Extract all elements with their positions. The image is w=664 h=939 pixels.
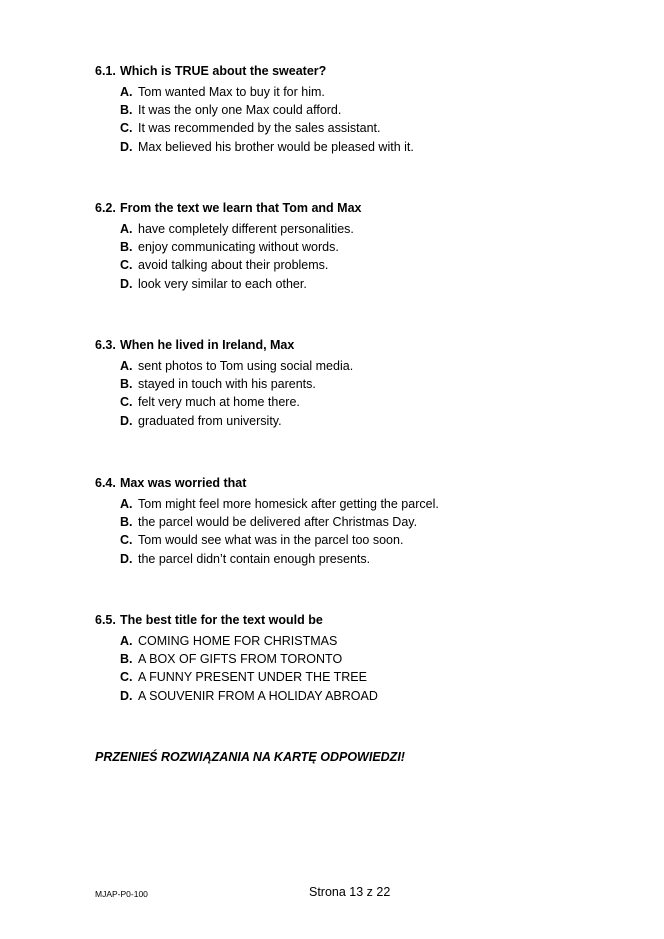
question-text: The best title for the text would be	[120, 613, 323, 627]
option-letter: B.	[120, 652, 133, 667]
option-letter: A.	[120, 634, 133, 648]
question-stem	[95, 199, 615, 217]
question-stem	[95, 474, 615, 492]
option-text: Tom would see what was in the parcel too soon.	[138, 533, 404, 548]
answer-option-b	[120, 513, 615, 531]
question-text: Which is TRUE about the sweater?	[120, 64, 327, 78]
option-letter: C.	[120, 670, 133, 685]
answer-option-c	[120, 668, 615, 686]
answer-option-d	[120, 275, 615, 293]
answer-option-c	[120, 531, 615, 549]
option-text: It was recommended by the sales assistant.	[138, 121, 381, 136]
option-text: look very similar to each other.	[138, 276, 307, 291]
answer-option-a	[120, 632, 615, 650]
question-6-3	[95, 336, 615, 430]
answer-option-a	[120, 220, 615, 238]
transfer-answers-notice: PRZENIEŚ ROZWIĄZANIA NA KARTĘ ODPOWIEDZI!	[95, 750, 405, 764]
option-letter: D.	[120, 413, 133, 428]
answer-option-c	[120, 256, 615, 274]
question-stem	[95, 336, 615, 354]
answer-option-d	[120, 687, 615, 705]
page-number: Strona 13 z 22	[309, 885, 391, 899]
option-letter: C.	[120, 533, 133, 548]
answer-options	[120, 220, 615, 293]
question-text: From the text we learn that Tom and Max	[120, 201, 362, 215]
option-text: graduated from university.	[138, 413, 282, 428]
question-6-5	[95, 611, 615, 705]
answer-option-d	[120, 550, 615, 568]
option-text: A FUNNY PRESENT UNDER THE TREE	[138, 670, 367, 685]
question-number: 6.3.	[95, 338, 116, 352]
answer-options	[120, 495, 615, 568]
answer-option-d	[120, 412, 615, 430]
answer-option-a	[120, 357, 615, 375]
question-text: When he lived in Ireland, Max	[120, 338, 295, 352]
answer-option-c	[120, 393, 615, 411]
option-text: stayed in touch with his parents.	[138, 377, 316, 392]
question-6-2	[95, 199, 615, 293]
option-letter: C.	[120, 258, 133, 273]
option-letter: B.	[120, 240, 133, 255]
option-text: Tom wanted Max to buy it for him.	[138, 85, 325, 99]
option-letter: B.	[120, 377, 133, 392]
option-letter: A.	[120, 222, 133, 236]
answer-option-a	[120, 83, 615, 101]
option-text: the parcel didn’t contain enough presents.	[138, 551, 371, 566]
option-text: Max believed his brother would be pleased with it.	[138, 139, 414, 154]
option-letter: D.	[120, 551, 133, 566]
option-text: It was the only one Max could afford.	[138, 103, 342, 118]
option-text: A BOX OF GIFTS FROM TORONTO	[138, 652, 343, 667]
answer-options	[120, 83, 615, 156]
question-number: 6.1.	[95, 64, 116, 78]
answer-option-a	[120, 495, 615, 513]
question-text: Max was worried that	[120, 476, 247, 490]
answer-options	[120, 632, 615, 705]
option-text: enjoy communicating without words.	[138, 240, 339, 255]
option-text: avoid talking about their problems.	[138, 258, 329, 273]
option-text: sent photos to Tom using social media.	[138, 359, 354, 373]
option-letter: D.	[120, 139, 133, 154]
question-6-1	[95, 62, 615, 156]
question-number: 6.4.	[95, 476, 116, 490]
exam-code: MJAP-P0-100	[95, 889, 148, 899]
option-letter: D.	[120, 276, 133, 291]
option-text: have completely different personalities.	[138, 222, 354, 236]
answer-option-d	[120, 138, 615, 156]
option-letter: A.	[120, 85, 133, 99]
question-6-4	[95, 474, 615, 568]
option-letter: A.	[120, 359, 133, 373]
option-letter: B.	[120, 515, 133, 530]
question-number: 6.2.	[95, 201, 116, 215]
answer-options	[120, 357, 615, 430]
answer-option-b	[120, 238, 615, 256]
option-letter: A.	[120, 497, 133, 511]
answer-option-b	[120, 650, 615, 668]
question-stem	[95, 62, 615, 80]
option-text: felt very much at home there.	[138, 395, 300, 410]
option-text: the parcel would be delivered after Christmas Day.	[138, 515, 418, 530]
answer-option-b	[120, 101, 615, 119]
option-letter: D.	[120, 688, 133, 703]
question-stem	[95, 611, 615, 629]
answer-option-c	[120, 119, 615, 137]
answer-option-b	[120, 375, 615, 393]
option-letter: C.	[120, 121, 133, 136]
question-number: 6.5.	[95, 613, 116, 627]
option-letter: C.	[120, 395, 133, 410]
option-text: Tom might feel more homesick after getting the parcel.	[138, 497, 439, 511]
option-text: A SOUVENIR FROM A HOLIDAY ABROAD	[138, 688, 378, 703]
option-text: COMING HOME FOR CHRISTMAS	[138, 634, 338, 648]
option-letter: B.	[120, 103, 133, 118]
